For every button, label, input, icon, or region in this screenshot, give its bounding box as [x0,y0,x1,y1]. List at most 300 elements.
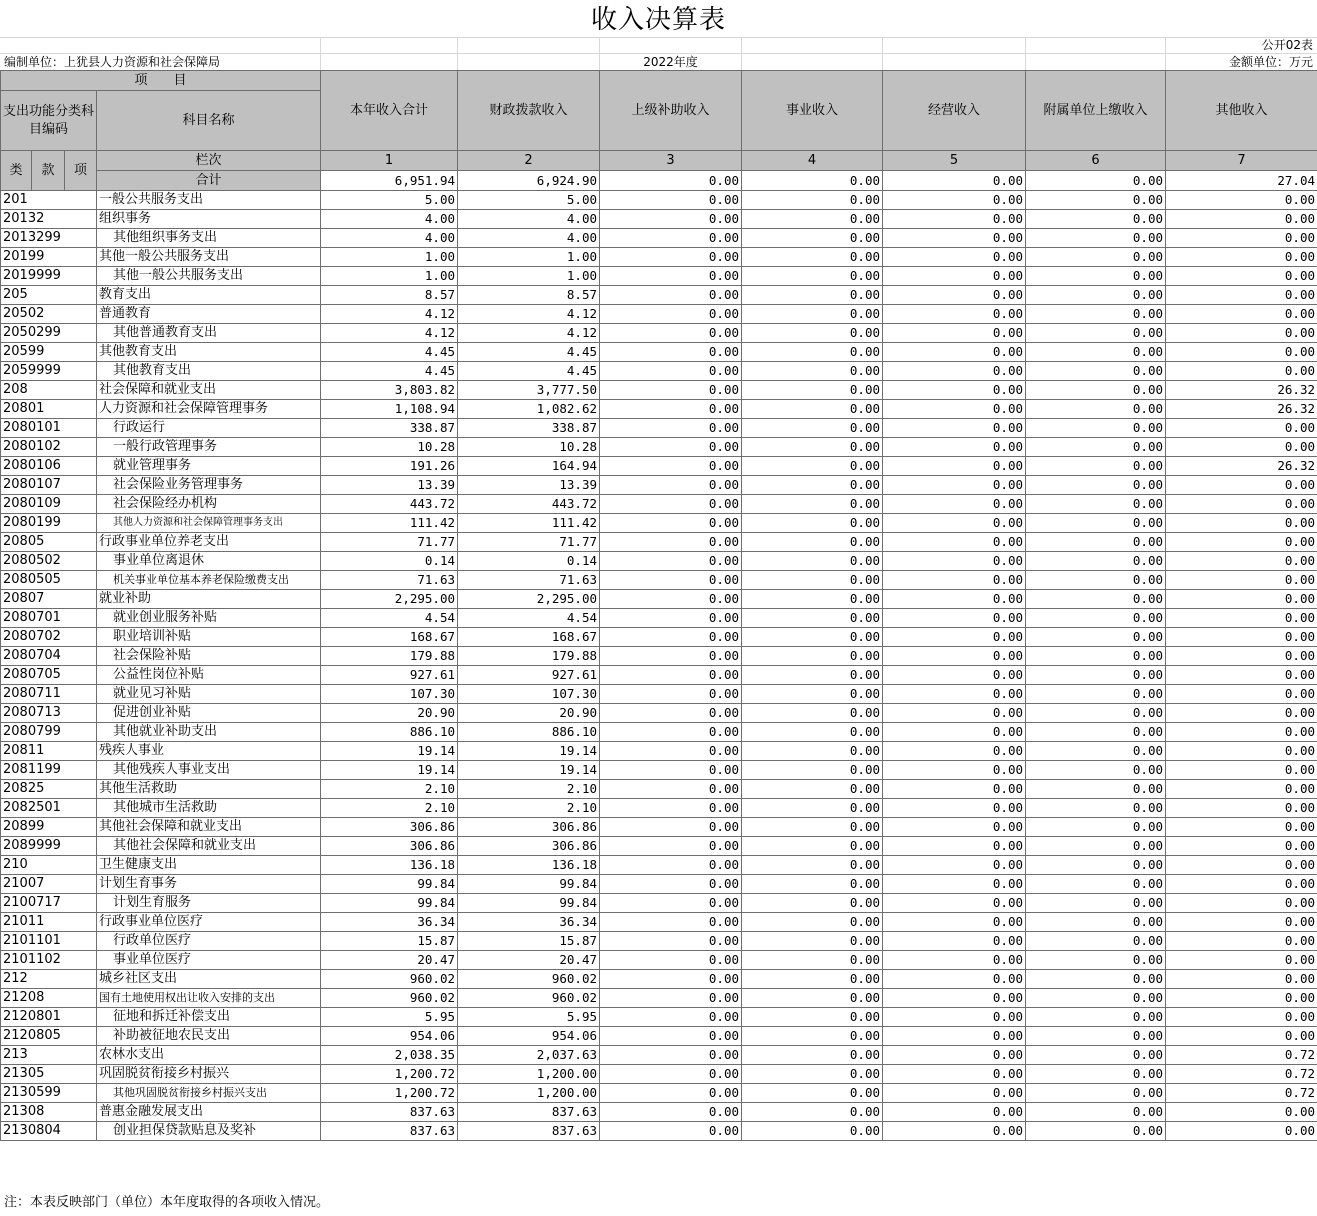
amount-cell: 168.67 [321,628,458,647]
subject-name: 其他组织事务支出 [97,229,321,248]
amount-cell: 0.00 [883,628,1026,647]
subject-name: 征地和拆迁补偿支出 [97,1008,321,1027]
amount-cell: 0.00 [600,1046,742,1065]
amount-cell: 0.00 [883,609,1026,628]
subject-name: 行政事业单位医疗 [97,913,321,932]
subject-name: 公益性岗位补贴 [97,666,321,685]
footnote: 注：本表反映部门（单位）本年度取得的各项收入情况。 [4,1195,330,1210]
amount-cell: 0.00 [600,1103,742,1122]
amount-cell: 2,295.00 [321,590,458,609]
col-number: 2 [458,151,600,171]
subject-name: 其他社会保障和就业支出 [97,837,321,856]
amount-cell: 0.00 [1026,970,1166,989]
amount-cell: 0.00 [1026,571,1166,590]
amount-cell: 0.00 [1026,856,1166,875]
subject-name: 人力资源和社会保障管理事务 [97,400,321,419]
col-header: 附属单位上缴收入 [1026,71,1166,151]
amount-cell: 960.02 [321,989,458,1008]
subject-name: 其他人力资源和社会保障管理事务支出 [97,514,321,533]
amount-cell: 0.00 [742,590,883,609]
amount-cell: 0.00 [883,913,1026,932]
amount-cell: 1,200.00 [458,1084,600,1103]
amount-cell: 0.00 [883,818,1026,837]
amount-cell: 0.72 [1166,1084,1317,1103]
amount-cell: 0.00 [600,856,742,875]
subject-name: 就业见习补贴 [97,685,321,704]
amount-cell: 0.00 [742,704,883,723]
table-row [1,438,1317,457]
amount-cell: 0.00 [742,856,883,875]
table-row [1,647,1317,666]
subject-code: 2130804 [1,1122,97,1141]
amount-cell: 0.00 [883,229,1026,248]
amount-cell: 0.00 [600,191,742,210]
amount-cell: 0.00 [1026,210,1166,229]
subject-code: 2100717 [1,894,97,913]
subject-code: 2101101 [1,932,97,951]
amount-cell: 0.00 [742,818,883,837]
amount-cell: 4.12 [321,324,458,343]
subject-name: 就业创业服务补贴 [97,609,321,628]
amount-cell: 0.00 [1026,514,1166,533]
amount-cell: 0.00 [742,191,883,210]
amount-cell: 0.00 [742,457,883,476]
total-label: 合计 [97,171,321,191]
amount-cell: 0.00 [742,571,883,590]
amount-cell: 0.00 [883,305,1026,324]
amount-cell: 2.10 [321,780,458,799]
amount-cell: 0.00 [1166,533,1317,552]
amount-cell: 0.00 [883,970,1026,989]
grid-divider [320,37,321,70]
grid-divider [0,37,1317,38]
amount-cell: 19.14 [458,761,600,780]
amount-cell: 0.00 [1026,609,1166,628]
subject-code: 2080101 [1,419,97,438]
amount-cell: 0.00 [600,1027,742,1046]
amount-cell: 1,200.72 [321,1084,458,1103]
amount-cell: 0.00 [883,400,1026,419]
amount-cell: 0.14 [321,552,458,571]
amount-cell: 0.00 [742,799,883,818]
amount-cell: 306.86 [458,818,600,837]
amount-cell: 0.00 [742,913,883,932]
currency-unit: 金额单位：万元 [1228,55,1313,69]
subject-code: 2120801 [1,1008,97,1027]
amount-cell: 2.10 [458,799,600,818]
table-row [1,989,1317,1008]
amount-cell: 837.63 [458,1103,600,1122]
amount-cell: 0.00 [1026,476,1166,495]
subject-code: 20132 [1,210,97,229]
subject-name: 促进创业补贴 [97,704,321,723]
table-row [1,742,1317,761]
subject-code: 21007 [1,875,97,894]
amount-cell: 0.00 [1026,248,1166,267]
subject-code: 2089999 [1,837,97,856]
amount-cell: 0.00 [600,970,742,989]
amount-cell: 71.77 [458,533,600,552]
amount-cell: 0.00 [742,438,883,457]
subject-name: 补助被征地农民支出 [97,1027,321,1046]
amount-cell: 0.00 [1166,1027,1317,1046]
amount-cell: 0.00 [600,704,742,723]
amount-cell: 0.00 [742,248,883,267]
amount-cell: 0.00 [883,343,1026,362]
amount-cell: 107.30 [321,685,458,704]
grid-divider [1025,37,1026,70]
subject-code: 2080702 [1,628,97,647]
amount-cell: 26.32 [1166,381,1317,400]
amount-cell: 0.00 [600,875,742,894]
subject-code: 2080109 [1,495,97,514]
amount-cell: 15.87 [458,932,600,951]
amount-cell: 0.00 [742,647,883,666]
amount-cell: 0.00 [742,875,883,894]
table-row [1,932,1317,951]
income-table [0,70,1317,1141]
amount-cell: 0.00 [1026,837,1166,856]
amount-cell: 0.00 [1026,913,1166,932]
amount-cell: 0.72 [1166,1065,1317,1084]
amount-cell: 0.00 [600,609,742,628]
header-item: 项 目 [1,71,321,91]
table-row [1,818,1317,837]
table-row [1,419,1317,438]
subject-name: 农林水支出 [97,1046,321,1065]
amount-cell: 954.06 [458,1027,600,1046]
header-kuan: 款 [32,151,65,191]
amount-cell: 26.32 [1166,400,1317,419]
amount-cell: 0.00 [1166,609,1317,628]
amount-cell: 0.00 [742,1103,883,1122]
amount-cell: 1.00 [321,248,458,267]
subject-code: 2080502 [1,552,97,571]
amount-cell: 0.00 [883,875,1026,894]
amount-cell: 0.00 [600,305,742,324]
amount-cell: 15.87 [321,932,458,951]
table-row [1,191,1317,210]
amount-cell: 0.00 [883,533,1026,552]
subject-name: 组织事务 [97,210,321,229]
amount-cell: 168.67 [458,628,600,647]
subject-name: 其他就业补助支出 [97,723,321,742]
subject-code: 20199 [1,248,97,267]
amount-cell: 0.00 [883,457,1026,476]
subject-name: 就业补助 [97,590,321,609]
amount-cell: 0.00 [742,305,883,324]
amount-cell: 191.26 [321,457,458,476]
amount-cell: 0.00 [742,419,883,438]
subject-name: 卫生健康支出 [97,856,321,875]
subject-code: 2080106 [1,457,97,476]
amount-cell: 0.00 [883,191,1026,210]
col-number: 3 [600,151,742,171]
table-row [1,723,1317,742]
subject-code: 21011 [1,913,97,932]
amount-cell: 20.47 [458,951,600,970]
subject-code: 20502 [1,305,97,324]
total-cell: 27.04 [1166,171,1317,191]
subject-name: 机关事业单位基本养老保险缴费支出 [97,571,321,590]
subject-name: 行政单位医疗 [97,932,321,951]
amount-cell: 0.00 [883,210,1026,229]
amount-cell: 10.28 [321,438,458,457]
table-row [1,951,1317,970]
amount-cell: 0.00 [742,343,883,362]
amount-cell: 99.84 [321,875,458,894]
amount-cell: 111.42 [321,514,458,533]
amount-cell: 0.00 [1166,780,1317,799]
amount-cell: 0.00 [883,571,1026,590]
subject-name: 其他教育支出 [97,343,321,362]
amount-cell: 0.00 [1026,1122,1166,1141]
col-number: 4 [742,151,883,171]
amount-cell: 0.00 [600,267,742,286]
amount-cell: 927.61 [321,666,458,685]
amount-cell: 0.00 [1026,1046,1166,1065]
amount-cell: 0.14 [458,552,600,571]
amount-cell: 0.00 [742,514,883,533]
amount-cell: 4.00 [321,229,458,248]
amount-cell: 0.00 [883,248,1026,267]
amount-cell: 0.00 [742,628,883,647]
amount-cell: 1,108.94 [321,400,458,419]
subject-name: 职业培训补贴 [97,628,321,647]
amount-cell: 13.39 [458,476,600,495]
amount-cell: 0.00 [883,381,1026,400]
subject-name: 社会保障和就业支出 [97,381,321,400]
amount-cell: 0.00 [742,286,883,305]
table-row [1,324,1317,343]
amount-cell: 0.00 [600,913,742,932]
amount-cell: 2,037.63 [458,1046,600,1065]
amount-cell: 0.00 [600,343,742,362]
amount-cell: 0.00 [883,1103,1026,1122]
amount-cell: 0.00 [742,267,883,286]
col-header: 事业收入 [742,71,883,151]
subject-code: 2120805 [1,1027,97,1046]
table-number: 公开02表 [1261,38,1313,52]
amount-cell: 0.00 [742,400,883,419]
amount-cell: 0.00 [742,1122,883,1141]
table-row [1,1065,1317,1084]
amount-cell: 886.10 [458,723,600,742]
subject-name: 其他一般公共服务支出 [97,267,321,286]
subject-code: 20805 [1,533,97,552]
table-row [1,343,1317,362]
amount-cell: 8.57 [321,286,458,305]
amount-cell: 0.00 [1166,267,1317,286]
subject-name: 计划生育事务 [97,875,321,894]
amount-cell: 0.00 [883,438,1026,457]
col-header: 经营收入 [883,71,1026,151]
amount-cell: 0.00 [1166,970,1317,989]
amount-cell: 0.00 [1166,818,1317,837]
amount-cell: 0.00 [600,229,742,248]
amount-cell: 0.00 [600,552,742,571]
amount-cell: 0.00 [883,666,1026,685]
amount-cell: 0.00 [742,229,883,248]
subject-name: 其他残疾人事业支出 [97,761,321,780]
amount-cell: 10.28 [458,438,600,457]
subject-name: 社会保险业务管理事务 [97,476,321,495]
amount-cell: 0.00 [1166,837,1317,856]
col-header: 其他收入 [1166,71,1317,151]
grid-divider [1165,37,1166,70]
amount-cell: 0.00 [883,1046,1026,1065]
amount-cell: 0.00 [1166,210,1317,229]
table-row [1,286,1317,305]
amount-cell: 0.00 [883,267,1026,286]
subject-code: 205 [1,286,97,305]
amount-cell: 111.42 [458,514,600,533]
amount-cell: 0.00 [600,647,742,666]
amount-cell: 0.00 [883,856,1026,875]
amount-cell: 0.00 [1166,1103,1317,1122]
amount-cell: 0.00 [600,362,742,381]
amount-cell: 0.00 [600,286,742,305]
amount-cell: 4.12 [458,305,600,324]
amount-cell: 0.00 [1026,1065,1166,1084]
amount-cell: 0.00 [1166,571,1317,590]
amount-cell: 0.00 [600,799,742,818]
amount-cell: 0.00 [883,647,1026,666]
table-row [1,267,1317,286]
amount-cell: 0.00 [742,362,883,381]
amount-cell: 0.00 [600,951,742,970]
table-row [1,305,1317,324]
subject-code: 2080799 [1,723,97,742]
amount-cell: 4.12 [458,324,600,343]
amount-cell: 0.00 [742,1027,883,1046]
subject-name: 社会保险补贴 [97,647,321,666]
amount-cell: 0.00 [1166,723,1317,742]
amount-cell: 0.00 [600,381,742,400]
subject-code: 213 [1,1046,97,1065]
amount-cell: 0.00 [1026,742,1166,761]
amount-cell: 4.45 [321,343,458,362]
subject-code: 201 [1,191,97,210]
amount-cell: 19.14 [321,742,458,761]
amount-cell: 4.00 [458,210,600,229]
col-header: 财政拨款收入 [458,71,600,151]
amount-cell: 0.00 [883,761,1026,780]
grid-divider [0,53,1317,54]
amount-cell: 136.18 [321,856,458,875]
amount-cell: 3,777.50 [458,381,600,400]
amount-cell: 0.00 [1026,590,1166,609]
amount-cell: 0.00 [1026,229,1166,248]
subject-name: 其他生活救助 [97,780,321,799]
amount-cell: 0.00 [1026,362,1166,381]
amount-cell: 20.90 [458,704,600,723]
amount-cell: 26.32 [1166,457,1317,476]
amount-cell: 0.00 [883,362,1026,381]
amount-cell: 107.30 [458,685,600,704]
amount-cell: 306.86 [458,837,600,856]
amount-cell: 0.00 [742,210,883,229]
amount-cell: 2.10 [321,799,458,818]
subject-name: 其他教育支出 [97,362,321,381]
table-row [1,1122,1317,1141]
amount-cell: 0.00 [883,951,1026,970]
amount-cell: 0.00 [600,324,742,343]
col-header: 本年收入合计 [321,71,458,151]
amount-cell: 0.00 [600,780,742,799]
amount-cell: 837.63 [321,1103,458,1122]
amount-cell: 0.00 [1166,647,1317,666]
amount-cell: 0.00 [1026,324,1166,343]
amount-cell: 0.00 [1026,628,1166,647]
amount-cell: 0.00 [600,685,742,704]
amount-cell: 0.00 [883,286,1026,305]
amount-cell: 0.00 [1026,495,1166,514]
amount-cell: 0.00 [742,476,883,495]
amount-cell: 5.00 [321,191,458,210]
total-cell: 0.00 [1026,171,1166,191]
amount-cell: 0.00 [1026,761,1166,780]
subject-code: 2130599 [1,1084,97,1103]
amount-cell: 0.00 [1166,514,1317,533]
amount-cell: 71.63 [458,571,600,590]
subject-name: 计划生育服务 [97,894,321,913]
amount-cell: 0.00 [1166,343,1317,362]
subject-code: 20825 [1,780,97,799]
subject-name: 一般行政管理事务 [97,438,321,457]
amount-cell: 0.00 [1026,780,1166,799]
amount-cell: 0.00 [1166,628,1317,647]
col-header: 上级补助收入 [600,71,742,151]
total-cell: 6,924.90 [458,171,600,191]
subject-name: 就业管理事务 [97,457,321,476]
subject-name: 一般公共服务支出 [97,191,321,210]
amount-cell: 0.00 [600,419,742,438]
table-row [1,381,1317,400]
col-number: 5 [883,151,1026,171]
amount-cell: 0.00 [742,723,883,742]
table-row [1,913,1317,932]
amount-cell: 36.34 [321,913,458,932]
amount-cell: 0.00 [1166,229,1317,248]
amount-cell: 0.00 [883,799,1026,818]
table-row [1,362,1317,381]
table-row [1,799,1317,818]
header-name-label: 科目名称 [97,91,321,151]
header-code-label: 支出功能分类科目编码 [1,91,97,151]
subject-name: 普通教育 [97,305,321,324]
table-row [1,495,1317,514]
subject-name: 国有土地使用权出让收入安排的支出 [97,989,321,1008]
amount-cell: 0.00 [600,514,742,533]
amount-cell: 0.00 [600,1084,742,1103]
amount-cell: 0.00 [600,400,742,419]
subject-code: 2080102 [1,438,97,457]
amount-cell: 0.00 [1166,495,1317,514]
amount-cell: 0.00 [742,837,883,856]
total-cell: 0.00 [742,171,883,191]
amount-cell: 0.00 [1166,951,1317,970]
amount-cell: 0.00 [742,324,883,343]
grid-divider [457,37,458,70]
table-row [1,552,1317,571]
amount-cell: 0.00 [600,723,742,742]
table-row [1,457,1317,476]
amount-cell: 4.00 [458,229,600,248]
amount-cell: 0.00 [1026,799,1166,818]
subject-code: 2013299 [1,229,97,248]
table-row [1,609,1317,628]
